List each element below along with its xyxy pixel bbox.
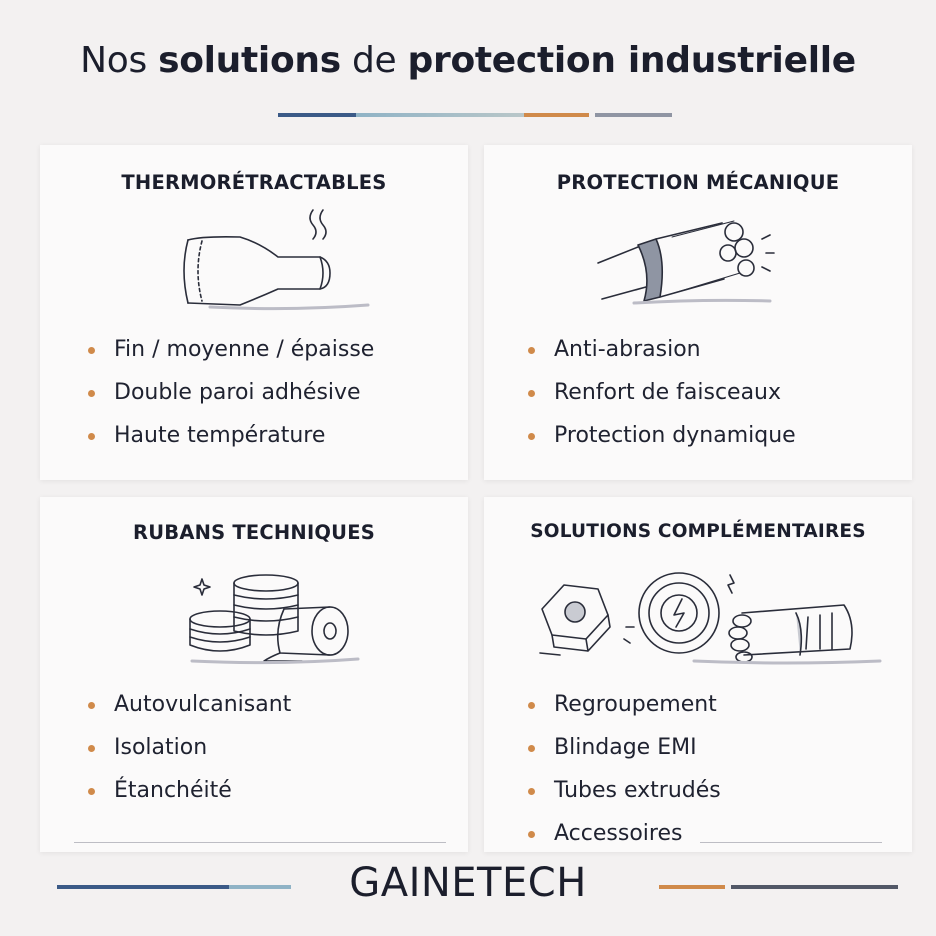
list-item: Étanchéité <box>88 779 291 822</box>
list-item: Tubes extrudés <box>528 779 721 822</box>
bullet-dot <box>88 745 95 752</box>
title-underline-orange <box>524 113 589 117</box>
list-item: Accessoires <box>528 822 721 865</box>
cable-bundle-sleeve-icon <box>594 215 794 310</box>
card-thermoretractables <box>40 145 468 480</box>
bullet-dot <box>88 433 95 440</box>
footer-separator-left <box>74 842 446 843</box>
page-title: Nos solutions de protection industrielle <box>80 40 856 81</box>
title-underline-navy <box>278 113 356 117</box>
bullet-dot <box>88 390 95 397</box>
bullet-dot <box>528 702 535 709</box>
list-item: Anti-abrasion <box>528 338 796 381</box>
card-title: THERMORÉTRACTABLES <box>121 171 387 194</box>
card-rubans-techniques <box>40 497 468 852</box>
tape-rolls-icon <box>180 569 370 669</box>
card-solutions-complementaires <box>484 497 912 852</box>
feature-list <box>88 693 291 822</box>
bullet-dot <box>528 433 535 440</box>
feature-list <box>528 338 796 467</box>
heat-shrink-tube-icon <box>170 205 380 315</box>
title-underline-blue <box>356 113 524 117</box>
bullet-dot <box>528 347 535 354</box>
list-item: Autovulcanisant <box>88 693 291 736</box>
bullet-dot <box>88 702 95 709</box>
footer-separator-right <box>700 842 882 843</box>
bullet-dot <box>528 831 535 838</box>
bullet-dot <box>528 745 535 752</box>
feature-list <box>528 693 721 865</box>
accessories-icon <box>534 569 886 669</box>
card-title: PROTECTION MÉCANIQUE <box>556 171 840 194</box>
list-item: Renfort de faisceaux <box>528 381 796 424</box>
list-item: Haute température <box>88 424 374 467</box>
list-item: Double paroi adhésive <box>88 381 374 424</box>
bullet-dot <box>88 788 95 795</box>
brand-logo-text: GAINETECH <box>349 860 587 906</box>
card-title: SOLUTIONS COMPLÉMENTAIRES <box>530 521 866 542</box>
list-item: Blindage EMI <box>528 736 721 779</box>
list-item: Protection dynamique <box>528 424 796 467</box>
title-underline-grey <box>595 113 672 117</box>
list-item: Isolation <box>88 736 291 779</box>
bullet-dot <box>528 788 535 795</box>
list-item: Regroupement <box>528 693 721 736</box>
list-item: Fin / moyenne / épaisse <box>88 338 374 381</box>
card-title: RUBANS TECHNIQUES <box>133 521 375 544</box>
bullet-dot <box>88 347 95 354</box>
card-protection-mecanique <box>484 145 912 480</box>
feature-list <box>88 338 374 467</box>
bullet-dot <box>528 390 535 397</box>
